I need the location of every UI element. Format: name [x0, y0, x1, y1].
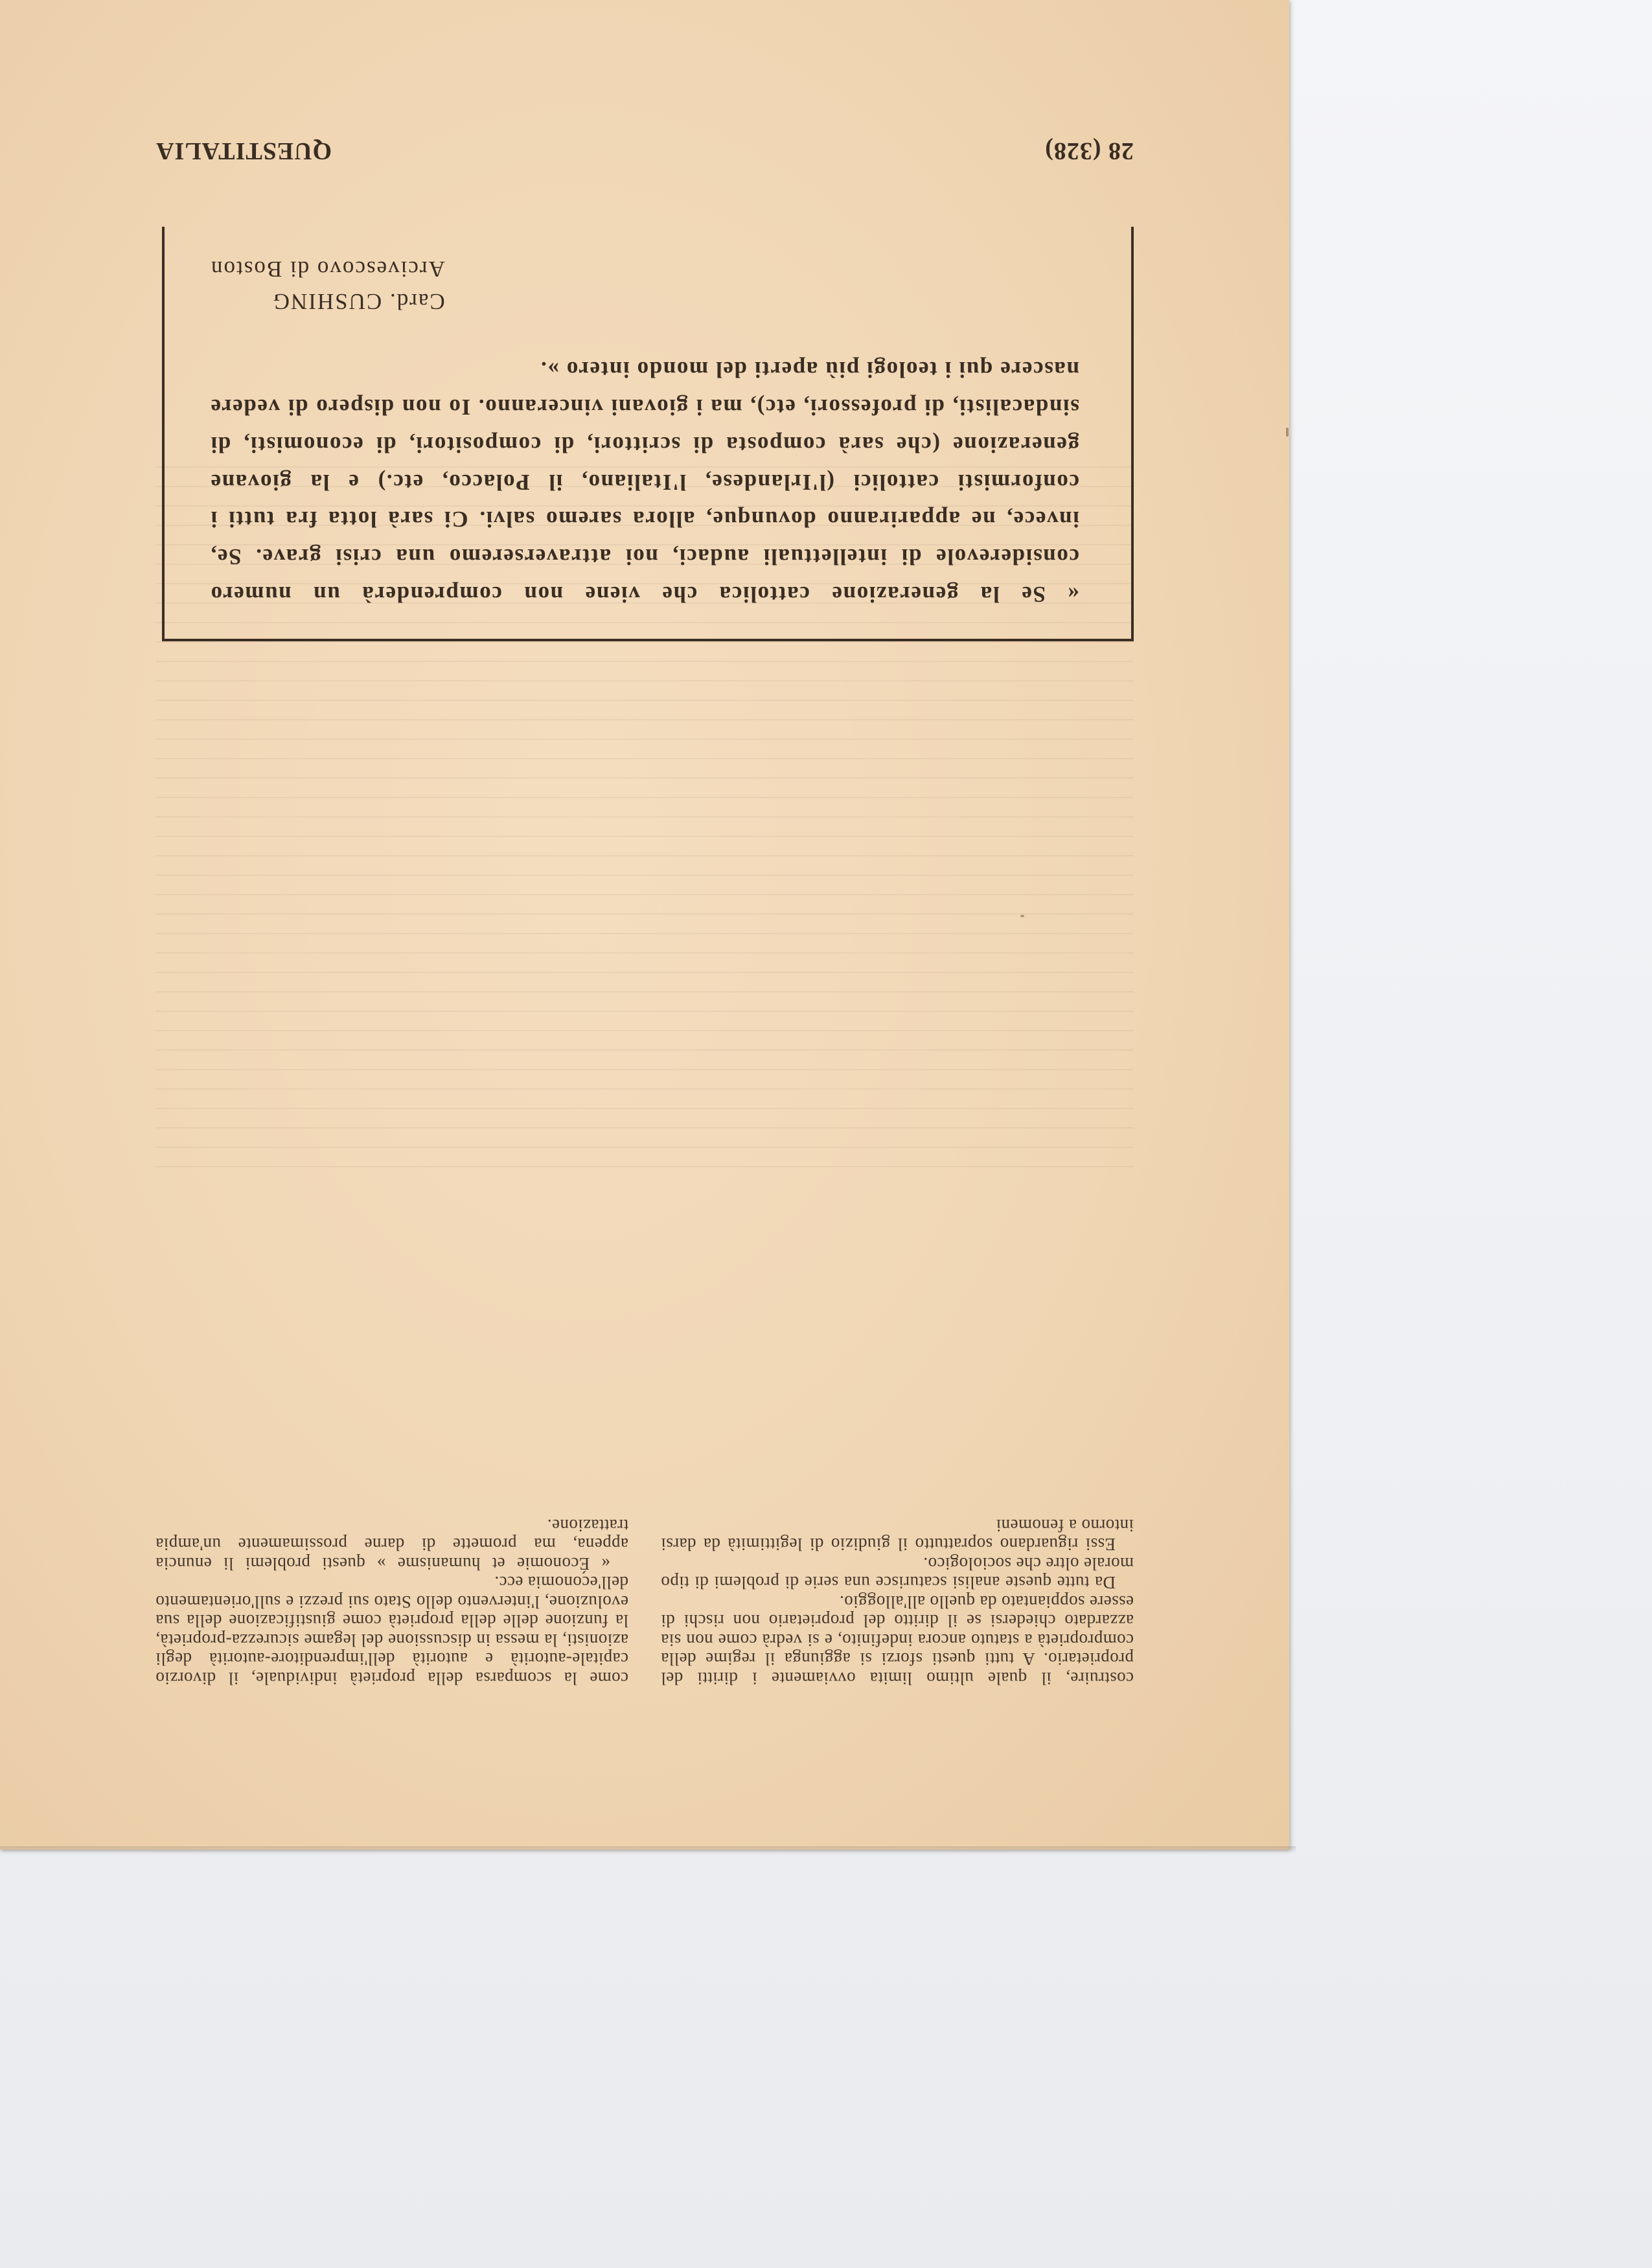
quote-author-title: Arcivescovo di Boston: [210, 257, 445, 282]
body-columns: [155, 1396, 1134, 1688]
running-head: [155, 126, 1134, 165]
paragraph: « Économie et humanisme » questi problemi li enuncia appena, ma promette di darne prossimamente un'ampia trattazione.: [155, 1516, 628, 1574]
quote-signature: [210, 253, 445, 317]
quote-box: [162, 227, 1134, 641]
quote-text: « Se la generazione cattolica che viene non comprenderà un numero considerevole di intellettuali audaci, noi attraverseremo una crisi grave. Se, invece, ne appariranno dovunque, allora saremo salvi. Ci sarà lotta fra tutti i conformisti cattolici (l'Irlandese, l'Italiano, il Polacco, etc.) e la giovane generazione (che sarà composta di scrittori, di compositori, di economisti, di sindacalisti, di professori, etc), ma i giovani vinceranno. Io non dispero di vedere nascere qui i teologi più aperti del mondo intero ».: [210, 357, 1079, 607]
paragraph: Da tutte queste analisi scaturisce una serie di problemi di tipo morale oltre che sociologico.: [661, 1554, 1134, 1593]
paragraph: Essi riguardano soprattutto il giudizio di legittimità da darsi intorno a fenomeni: [661, 1516, 1134, 1555]
quote-author-name: Card. CUSHING: [271, 289, 445, 314]
page-number: 28 (328): [1044, 137, 1134, 165]
page-edge-shadow: [0, 1846, 1296, 1853]
journal-title: QUESTITALIA: [155, 137, 332, 165]
left-column: [661, 1516, 1134, 1688]
right-column: [155, 1516, 628, 1688]
paragraph: costruire, il quale ultimo limita ovviamente i diritti del proprietario. A tutti questi sforzi si aggiunga il regime della comproprietà a statuto ancora indefinito, e si vedrà come non sia azzardato chiedersi se il diritto del proprietario non rischi di essere soppiantato da quello all'alloggio.: [661, 1592, 1134, 1688]
paragraph: come la scomparsa della proprietà individuale, il divorzio capitale-autorità e autorità dell'imprenditore-autorità degli azionisti, la messa in discussione del legame sicurezza-proprietà, la funzione delle della proprietà come giustificazione della sua evoluzione, l'intervento dello Stato sui prezzi e sull'orientamento dell'economia ecc.: [155, 1573, 628, 1688]
